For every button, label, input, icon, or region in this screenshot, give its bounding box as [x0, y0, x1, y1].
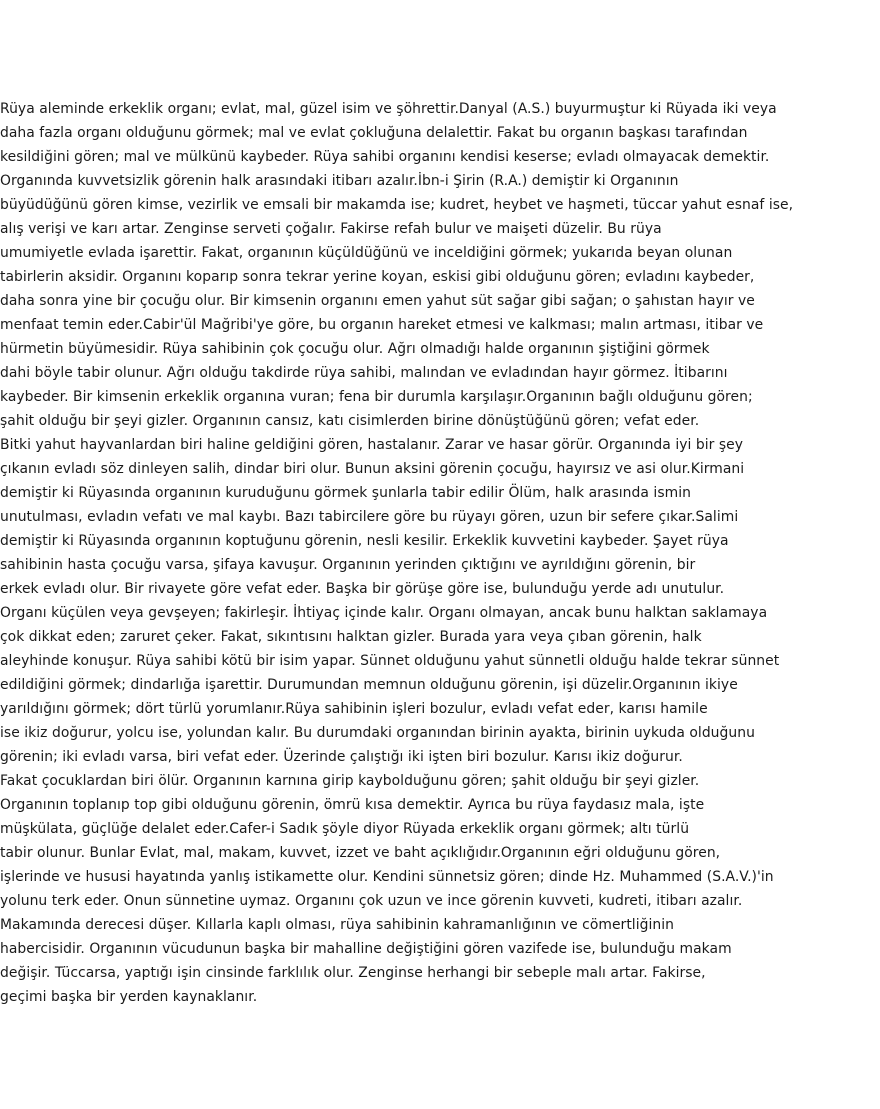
- article-line: [0, 1009, 880, 1033]
- article-line: hürmetin büyümesidir. Rüya sahibinin çok çocuğu olur. Ağrı olmadığı halde organının şiştiğini görmek: [0, 341, 710, 357]
- article-line: şahit olduğu bir şeyi gizler. Organının cansız, katı cisimlerden birine dönüştüğünü gören; vefat eder.: [0, 413, 700, 429]
- article-line: tabir olunur. Bunlar Evlat, mal, makam, kuvvet, izzet ve baht açıklığıdır.Organının eğri olduğunu gören,: [0, 845, 721, 861]
- article-line: yarıldığını görmek; dört türlü yorumlanır.Rüya sahibinin işleri bozulur, evladı vefat eder, karısı hamile: [0, 701, 708, 717]
- article-line: daha sonra yine bir çocuğu olur. Bir kimsenin organını emen yahut süt sağar gibi sağan; o şahıstan hayır ve: [0, 293, 755, 309]
- article-line: işlerinde ve hususi hayatında yanlış istikamette olur. Kendini sünnetsiz gören; dinde Hz. Muhammed (S.A.V.)'in: [0, 869, 774, 885]
- article-line: demiştir ki Rüyasında organının koptuğunu görenin, nesli kesilir. Erkeklik kuvvetini kaybeder. Şayet rüya: [0, 533, 729, 549]
- article-line: tabirlerin aksidir. Organını koparıp sonra tekrar yerine koyan, eskisi gibi olduğunu gören; evladını kaybeder,: [0, 269, 755, 285]
- article-line: Organının toplanıp top gibi olduğunu görenin, ömrü kısa demektir. Ayrıca bu rüya faydasız mala, işte: [0, 797, 705, 813]
- article-line: Bitki yahut hayvanlardan biri haline geldiğini gören, hastalanır. Zarar ve hasar görür. Organında iyi bir şey: [0, 437, 744, 453]
- article-line: Organında kuvvetsizlik görenin halk arasındaki itibarı azalır.İbn-i Şirin (R.A.) demiştir ki Organının: [0, 173, 679, 189]
- article-line: ise ikiz doğurur, yolcu ise, yolundan kalır. Bu durumdaki organından birinin ayakta, birinin uykuda olduğunu: [0, 725, 755, 741]
- article-line: kaybeder. Bir kimsenin erkeklik organına vuran; fena bir durumla karşılaşır.Organının bağlı olduğunu gören;: [0, 389, 753, 405]
- article-line: Makamında derecesi düşer. Kıllarla kaplı olması, rüya sahibinin kahramanlığının ve cömertliğinin: [0, 917, 675, 933]
- article-line: sahibinin hasta çocuğu varsa, şifaya kavuşur. Organının yerinden çıktığını ve ayrıldığını görenin, bir: [0, 557, 696, 573]
- article-line: demiştir ki Rüyasında organının kuruduğunu görmek şunlarla tabir edilir Ölüm, halk arasında ismin: [0, 485, 691, 501]
- article-line: dahi böyle tabir olunur. Ağrı olduğu takdirde rüya sahibi, malından ve evladından hayır görmez. İtibarını: [0, 365, 728, 381]
- article-line: umumiyetle evlada işarettir. Fakat, organının küçüldüğünü ve inceldiğini görmek; yukarıda beyan olunan: [0, 245, 733, 261]
- article-line: Fakat çocuklardan biri ölür. Organının karnına girip kaybolduğunu gören; şahit olduğu bir şeyi gizler.: [0, 773, 700, 789]
- article-line: menfaat temin eder.Cabir'ül Mağribi'ye göre, bu organın hareket etmesi ve kalkması; malın artması, itibar ve: [0, 317, 764, 333]
- dream-interpretation-article: [0, 97, 880, 1033]
- article-line: Organı küçülen veya gevşeyen; fakirleşir. İhtiyaç içinde kalır. Organı olmayan, ancak bunu halktan saklamaya: [0, 605, 768, 621]
- article-line: habercisidir. Organının vücudunun başka bir mahalline değiştiğini gören vazifede ise, bulunduğu makam: [0, 941, 732, 957]
- article-line: görenin; iki evladı varsa, biri vefat eder. Üzerinde çalıştığı iki işten biri bozulur. Karısı ikiz doğurur.: [0, 749, 683, 765]
- article-line: çok dikkat eden; zaruret çeker. Fakat, sıkıntısını halktan gizler. Burada yara veya çıban görenin, halk: [0, 629, 702, 645]
- article-line: unutulması, evladın vefatı ve mal kaybı. Bazı tabircilere göre bu rüyayı gören, uzun bir sefere çıkar.Salimi: [0, 509, 739, 525]
- article-line: çıkanın evladı söz dinleyen salih, dindar biri olur. Bunun aksini görenin çocuğu, hayırsız ve asi olur.Kirmani: [0, 461, 745, 477]
- article-line: yolunu terk eder. Onun sünnetine uymaz. Organını çok uzun ve ince görenin kuvveti, kudreti, itibarı azalır.: [0, 893, 743, 909]
- article-line: geçimi başka bir yerden kaynaklanır.: [0, 989, 258, 1005]
- article-line: alış verişi ve karı artar. Zenginse serveti çoğalır. Fakirse refah bulur ve maişeti düzelir. Bu rüya: [0, 221, 662, 237]
- article-line: erkek evladı olur. Bir rivayete göre vefat eder. Başka bir görüşe göre ise, bulunduğu yerde adı unutulur.: [0, 581, 725, 597]
- article-line: kesildiğini gören; mal ve mülkünü kaybeder. Rüya sahibi organını kendisi keserse; evladı olmayacak demektir.: [0, 149, 770, 165]
- article-line: edildiğini görmek; dindarlığa işarettir. Durumundan memnun olduğunu görenin, işi düzelir.Organının ikiye: [0, 677, 738, 693]
- article-line: müşkülata, güçlüğe delalet eder.Cafer-i Sadık şöyle diyor Rüyada erkeklik organı görmek; altı türlü: [0, 821, 690, 837]
- article-line: büyüdüğünü gören kimse, vezirlik ve emsali bir makamda ise; kudret, heybet ve haşmeti, tüccar yahut esnaf ise,: [0, 197, 794, 213]
- article-line: Rüya aleminde erkeklik organı; evlat, mal, güzel isim ve şöhrettir.Danyal (A.S.) buyurmuştur ki Rüyada iki veya: [0, 101, 777, 117]
- article-line: değişir. Tüccarsa, yaptığı işin cinsinde farklılık olur. Zenginse herhangi bir sebeple malı artar. Fakirse,: [0, 965, 706, 981]
- article-line: aleyhinde konuşur. Rüya sahibi kötü bir isim yapar. Sünnet olduğunu yahut sünnetli olduğu halde tekrar sünnet: [0, 653, 780, 669]
- article-line: daha fazla organı olduğunu görmek; mal ve evlat çokluğuna delalettir. Fakat bu organın başkası tarafından: [0, 125, 748, 141]
